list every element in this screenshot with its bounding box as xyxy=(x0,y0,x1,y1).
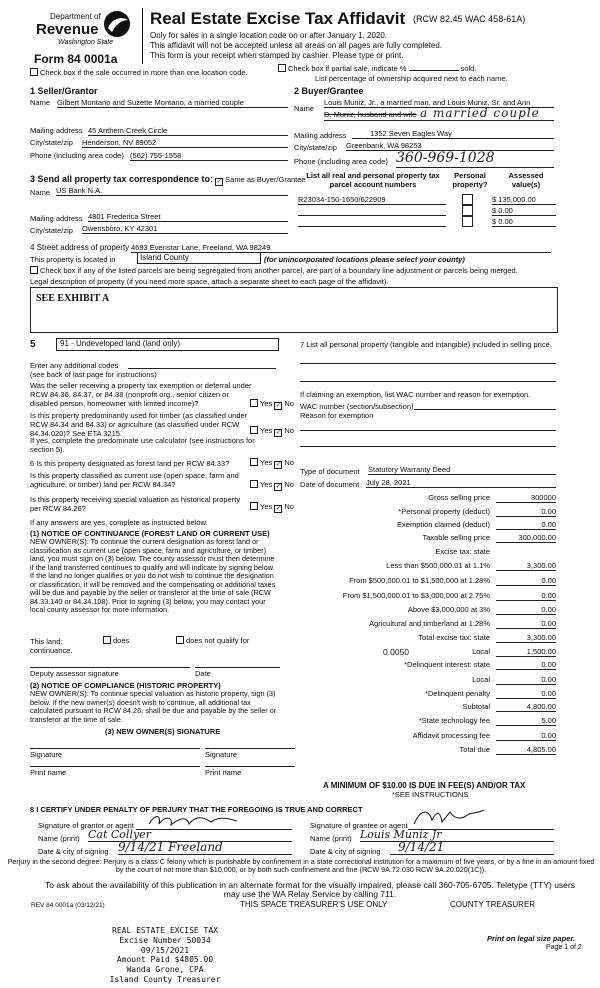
stamp-line: Excise Number 50034 xyxy=(119,935,211,945)
stamp-line: Amount Paid $4805.00 xyxy=(116,955,214,965)
property-street[interactable]: 4693 Evenstar Lane, Freeland, WA 98249 xyxy=(131,243,551,253)
owner-print-label-2: Print name xyxy=(205,768,242,777)
minimum-due: A MINIMUM OF $10.00 IS DUE IN FEE(S) AND/OR TAX xyxy=(323,781,526,790)
notice-continuance-text: NEW OWNER(S): To continue the current designation as forest land or classification as current use (open space, farm and agriculture, or timber) land, you must sign on (3) below. The county assessor must then determine if the land transferred continues to qualify and will indicate by signing below. If the land no longer qualifies or you do not wish to continue the designation or classification, it will be removed and the compensating or additional taxes will be due and payable by the seller or transferor at the time of sale (RCW 84.33.140 or 84.34.108). Prior to signing (3) below, you may contact your local county assessor for more information. xyxy=(30,537,276,615)
form-title: Real Estate Excise Tax Affidavit xyxy=(150,9,406,28)
grantor-name-print[interactable]: Cat Collyer xyxy=(88,828,292,842)
does-not-check[interactable]: does not qualify for xyxy=(176,636,249,645)
doc-date[interactable]: July 28, 2021 xyxy=(366,478,556,488)
notice-compliance-text: NEW OWNER(S): To continue special valuation as historic property, sign (3) below. If the new owner(s) doesn't wish to continue, all additional tax calculated pursuant to RCW 84.26, shall be due and payable by the seller or transferor at the time of sale. xyxy=(30,689,277,724)
state-label: Washington State xyxy=(58,39,114,46)
dor-logo xyxy=(36,10,136,50)
claim-exemption-label: If claiming an exemption, list WAC number and reason for exemption. xyxy=(300,390,531,399)
header-line3: This form is your receipt when stamped by cashier. Please type or print. xyxy=(150,51,404,60)
seller-mail[interactable]: 45 Anthem Creek Circle xyxy=(88,126,288,136)
tax-row-value[interactable]: 0.00 xyxy=(496,591,556,601)
county-treasurer: COUNTY TREASURER xyxy=(450,900,536,909)
availability-notice: To ask about the availability of this publication in an alternate format for the visually impaired, please call 360-705-6705. Teletype (TTY) users may use the WA Relay Service by calling 711. xyxy=(45,880,575,900)
tax-row-value[interactable]: 4,805.00 xyxy=(496,745,556,755)
current-use-question: Is this property classified as current use (open space, farm and agriculture, or timber) land per RCW 84.34? xyxy=(30,471,239,489)
seller-heading: 1 Seller/Grantor xyxy=(30,86,98,96)
doc-type[interactable]: Statutory Warranty Deed xyxy=(368,465,556,475)
parcel-number[interactable] xyxy=(298,217,446,227)
tax-row-value[interactable]: 3,300.00 xyxy=(496,633,556,643)
legal-desc-box[interactable] xyxy=(30,287,558,333)
grantee-name-print[interactable]: Louis Muniz Jr xyxy=(360,828,554,842)
parcel-col2: Personal property? xyxy=(452,171,488,189)
assessed-value[interactable]: $ 135,000.00 xyxy=(492,195,556,205)
deputy-date-label: Date xyxy=(195,669,211,678)
seller-mail-row: Mailing address 45 Anthem Creek Circle xyxy=(30,126,288,135)
seller-city[interactable]: Henderson, NV 89052 xyxy=(82,138,288,148)
buyer-name-handwritten: a married couple xyxy=(420,106,540,120)
assessed-value[interactable]: $ 0.00 xyxy=(492,206,556,216)
stamp-line: 09/15/2021 xyxy=(140,945,190,955)
tax-row-label: Local xyxy=(472,675,490,684)
grantee-date-city[interactable]: 9/14/21 xyxy=(390,840,554,855)
timber-question: Is this property predominantly used for timber (as classified under RCW 84.34 and 84.33) or agriculture (as classified under RCW 84.34.020)? See ETA 3215. xyxy=(30,411,248,438)
tax-corr-heading: 3 Send all property tax correspondence to: ✓ Same as Buyer/Grantee xyxy=(30,174,306,185)
grantee-sig-label: Signature of grantee or agent xyxy=(310,821,408,830)
buyer-name-label: Name xyxy=(294,104,315,113)
owner-signature-label: Signature xyxy=(30,750,63,759)
buyer-name-struck: D. Muniz, husband and wife xyxy=(324,110,417,119)
tax-corr-mail[interactable]: 4801 Frederica Street xyxy=(88,212,288,222)
tax-row-label: Excise tax: state xyxy=(435,547,490,556)
tax-corr-city-label: City/state/zip xyxy=(30,226,73,235)
form-rcw: (RCW 82.45 WAC 458-61A) xyxy=(413,14,526,24)
tax-row-value[interactable]: 300,000.00 xyxy=(496,533,556,543)
buyer-heading: 2 Buyer/Grantee xyxy=(294,86,364,96)
buyer-phone-label: Phone (including area code) xyxy=(294,157,388,166)
buyer-mail-label: Mailing address xyxy=(294,131,347,140)
grantor-name-label: Name (print) xyxy=(38,834,80,843)
personal-property-checkbox[interactable] xyxy=(462,216,473,227)
tax-row-value[interactable]: 1,500.00 xyxy=(496,647,556,657)
exempt-question: Was the seller receiving a property tax exemption or deferral under RCW 84.36, 84.37, or 84.38 (nonprofit org., senior citizen or disabled person, homeowner with limited income)? xyxy=(30,381,252,408)
notice-compliance-head: (2) NOTICE OF COMPLIANCE (HISTORIC PROPERTY) xyxy=(30,681,221,690)
rev-number: REV 84 0001a (03/12/21) xyxy=(31,902,105,909)
seller-city-row: City/state/zip Henderson, NV 89052 xyxy=(30,138,288,147)
forest-yes-no[interactable]: Yes ✓ No xyxy=(250,458,294,469)
tax-row-value[interactable]: 0.00 xyxy=(496,605,556,615)
tax-row-label: Subtotal xyxy=(462,702,490,711)
tax-row-value[interactable]: 0.00 xyxy=(496,507,556,517)
tax-row-label: *Personal property (deduct) xyxy=(398,507,490,516)
tax-row-label: From $500,000.01 to $1,500,000 at 1.28% xyxy=(349,576,490,585)
legal-size-note: Print on legal size paper. xyxy=(487,934,575,943)
tax-row-value[interactable]: 3,300.00 xyxy=(496,561,556,571)
treasurer-use-only: THIS SPACE TREASURER'S USE ONLY xyxy=(240,900,388,909)
revenue-label: Revenue xyxy=(36,21,99,38)
tax-corr-mail-label: Mailing address xyxy=(30,214,83,223)
tax-row-value[interactable]: 0.00 xyxy=(496,689,556,699)
tax-row-value[interactable]: 0.00 xyxy=(496,675,556,685)
owner-signature-label-2: Signature xyxy=(205,750,238,759)
assessed-value[interactable]: $ 0.00 xyxy=(492,217,556,227)
unincorporated-note: (for unincorporated locations please select your county) xyxy=(264,255,465,264)
certify-heading: 8 I CERTIFY UNDER PENALTY OF PERJURY THAT THE FOREGOING IS TRUE AND CORRECT xyxy=(30,805,363,814)
additional-codes-label: Enter any additional codes xyxy=(30,361,119,370)
seller-phone-row: Phone (including area code) (562) 755-1558 xyxy=(30,151,288,160)
seller-name[interactable]: Gilbert Montano and Suzette Montano, a married couple xyxy=(57,98,288,108)
tax-row-label: *State technology fee xyxy=(418,716,490,725)
tax-row-label: Above $3,000,000 at 3% xyxy=(407,605,490,614)
see-back: (see back of last page for instructions) xyxy=(30,370,157,379)
treasurer-stamp xyxy=(90,926,240,985)
tax-row-value[interactable]: 300000 xyxy=(496,493,556,503)
grantee-name-label: Name (print) xyxy=(310,834,352,843)
owner-print-label: Print name xyxy=(30,768,67,777)
this-land-label: This land: xyxy=(30,637,63,646)
page-number: Page 1 of 2 xyxy=(546,944,582,951)
buyer-phone[interactable]: 360-969-1028 xyxy=(396,150,554,168)
forest-question: 6 Is this property designated as forest land per RCW 84.33? xyxy=(30,459,230,468)
tax-row-value[interactable]: 0.00 xyxy=(496,576,556,586)
partial-sale-check[interactable]: Check box if partial sale, indicate % sold. xyxy=(278,64,476,73)
tax-row-value[interactable]: 4,800.00 xyxy=(496,702,556,712)
tax-row-label: Agricultural and timberland at 1.28% xyxy=(369,619,490,628)
additional-codes-input[interactable] xyxy=(128,360,276,369)
tax-corr-city[interactable]: Owensboro, KY 42301 xyxy=(82,224,288,234)
grantor-date-city[interactable]: 9/14/21 Freeland xyxy=(118,840,292,855)
doc-date-label: Date of document xyxy=(300,480,360,489)
located-label: This property is located in xyxy=(30,255,116,264)
section5-num: 5 xyxy=(30,339,36,350)
timber-yes-no[interactable]: Yes ✓ No xyxy=(250,426,294,437)
header-line2: This affidavit will not be accepted unless all areas on all pages are fully completed. xyxy=(150,41,443,50)
buyer-mail[interactable]: 1352 Seven Eagles Way xyxy=(352,129,554,139)
street-label: 4 Street address of property xyxy=(30,243,130,252)
legal-desc: SEE EXHIBIT A xyxy=(36,293,110,304)
tax-corr-name[interactable]: US Bank N.A. xyxy=(56,186,288,196)
deputy-signature-label: Deputy assessor signature xyxy=(30,669,119,678)
tax-row-label: From $1,500,000.01 to $3,000,000 at 2.75% xyxy=(342,591,490,600)
parcel-col3: Assessed value(s) xyxy=(508,171,544,189)
dept-label: Department of xyxy=(50,12,101,21)
see-instructions: *SEE INSTRUCTIONS xyxy=(392,790,469,799)
tax-row-label: Local xyxy=(472,647,490,656)
county-select[interactable]: Island County xyxy=(137,252,261,264)
tax-row-label: *Delinquent penalty xyxy=(424,689,490,698)
buyer-name-line1[interactable]: Louis Muniz, Jr., a married man, and Louis Muniz, Sr. and Ann xyxy=(324,98,554,108)
stamp-line: REAL ESTATE EXCISE TAX xyxy=(112,926,218,935)
tax-row-label: Affidavit processing fee xyxy=(412,731,490,740)
continuance-label: continuance. xyxy=(30,646,73,655)
reason-label: Reason for exemption xyxy=(300,411,374,420)
perjury-notice: Perjury in the second degree: Perjury is a class C felony which is punishable by confinement in a state correctional institution for a maximum of five years, or by a fine in an amount fixed by the court of not more than $10,000, or by both such confinement and fine (RCW 9A.72.030 RCW 9A.20.020(1C)). xyxy=(7,857,595,875)
doc-type-label: Type of document xyxy=(300,467,360,476)
form-number: Form 84 0001a xyxy=(34,52,118,66)
predominate-use: If yes, complete the predominate use calculator (see instructions for section 5). xyxy=(30,436,255,454)
grantee-signature-icon xyxy=(410,806,490,828)
segregated-check[interactable]: Check box if any of the listed parcels are being segregated from another parcel, are part of a boundary line adjustment or parcels being merged. xyxy=(30,266,518,275)
historic-yes-no[interactable]: Yes ✓ No xyxy=(250,502,294,513)
tax-row-label: Total excise tax: state xyxy=(418,633,490,642)
tax-row-value[interactable]: 0.00 xyxy=(496,520,556,530)
parcel-number[interactable]: R23034-150-1650/622909 xyxy=(298,195,446,205)
wac-label: WAC number (section/subsection) xyxy=(300,402,414,411)
grantee-date-label: Date & city of signing xyxy=(310,847,381,856)
tax-row-label: Gross selling price xyxy=(428,493,490,502)
personal-property-checkbox[interactable] xyxy=(462,205,473,216)
current-use-yes-no[interactable]: Yes ✓ No xyxy=(250,480,294,491)
tax-row-value[interactable]: 0.00 xyxy=(496,731,556,741)
parcel-col1: List all real and personal property tax parcel account numbers xyxy=(306,171,440,189)
tax-row-value[interactable]: 0.00 xyxy=(496,660,556,670)
tax-row-label: Exemption claimed (deduct) xyxy=(397,520,490,529)
personal-property-label: 7 List all personal property (tangible and intangible) included in selling price. xyxy=(300,340,552,349)
tax-row-value[interactable]: 0.00 xyxy=(496,619,556,629)
header-line1: Only for sales in a single location code on or after January 1, 2020. xyxy=(150,31,388,40)
same-as-buyer-check[interactable]: ✓ xyxy=(216,179,222,185)
parcel-number[interactable] xyxy=(298,206,446,216)
swoosh-icon xyxy=(102,10,132,38)
buyer-city[interactable]: Greenbank, WA 98253 xyxy=(346,141,554,151)
local-rate[interactable]: 0.0050 xyxy=(383,647,409,657)
new-owner-sig-head: (3) NEW OWNER(S) SIGNATURE xyxy=(105,727,221,736)
grantor-sig-label: Signature of grantor or agent xyxy=(38,821,134,830)
notice-continuance-head: (1) NOTICE OF CONTINUANCE (FOREST LAND OR CURRENT USE) xyxy=(30,529,270,538)
if-any-yes: If any answers are yes, complete as instructed below. xyxy=(30,518,208,527)
personal-property-checkbox[interactable] xyxy=(462,194,473,205)
stamp-line: Wanda Grone, CPA xyxy=(126,965,204,974)
tax-row-label: *Delinquent interest: state xyxy=(404,660,490,669)
seller-name-row: Name Gilbert Montano and Suzette Montano, a married couple xyxy=(30,98,288,107)
tax-row-label: Taxable selling price xyxy=(422,533,490,542)
wac-input[interactable] xyxy=(414,401,556,410)
buyer-city-label: City/state/zip xyxy=(294,143,337,152)
historic-question: Is this property receiving special valuation as historical property per RCW 84.26? xyxy=(30,495,241,513)
legal-desc-label: Legal description of property (if you need more space, attach a separate sheet to each page of the affidavit). xyxy=(30,277,389,286)
multi-location-check[interactable]: Check box if the sale occurred in more than one location code. xyxy=(30,68,248,77)
tax-corr-name-label: Name xyxy=(30,188,51,197)
percent-note: List percentage of ownership acquired next to each name. xyxy=(315,74,508,83)
seller-phone[interactable]: (562) 755-1558 xyxy=(130,151,288,161)
does-check[interactable]: does xyxy=(103,636,129,645)
tax-row-label: Less than $500,000.01 at 1.1% xyxy=(386,561,490,570)
stamp-line: Island County Treasurer xyxy=(109,974,221,984)
grantor-date-label: Date & city of signing xyxy=(38,847,109,856)
tax-row-value[interactable]: 5.00 xyxy=(496,716,556,726)
exempt-yes-no[interactable]: Yes ✓ No xyxy=(250,399,294,410)
land-use-code[interactable]: 91 - Undeveloped land (land only) xyxy=(56,338,279,351)
tax-row-label: Total due xyxy=(459,745,490,754)
